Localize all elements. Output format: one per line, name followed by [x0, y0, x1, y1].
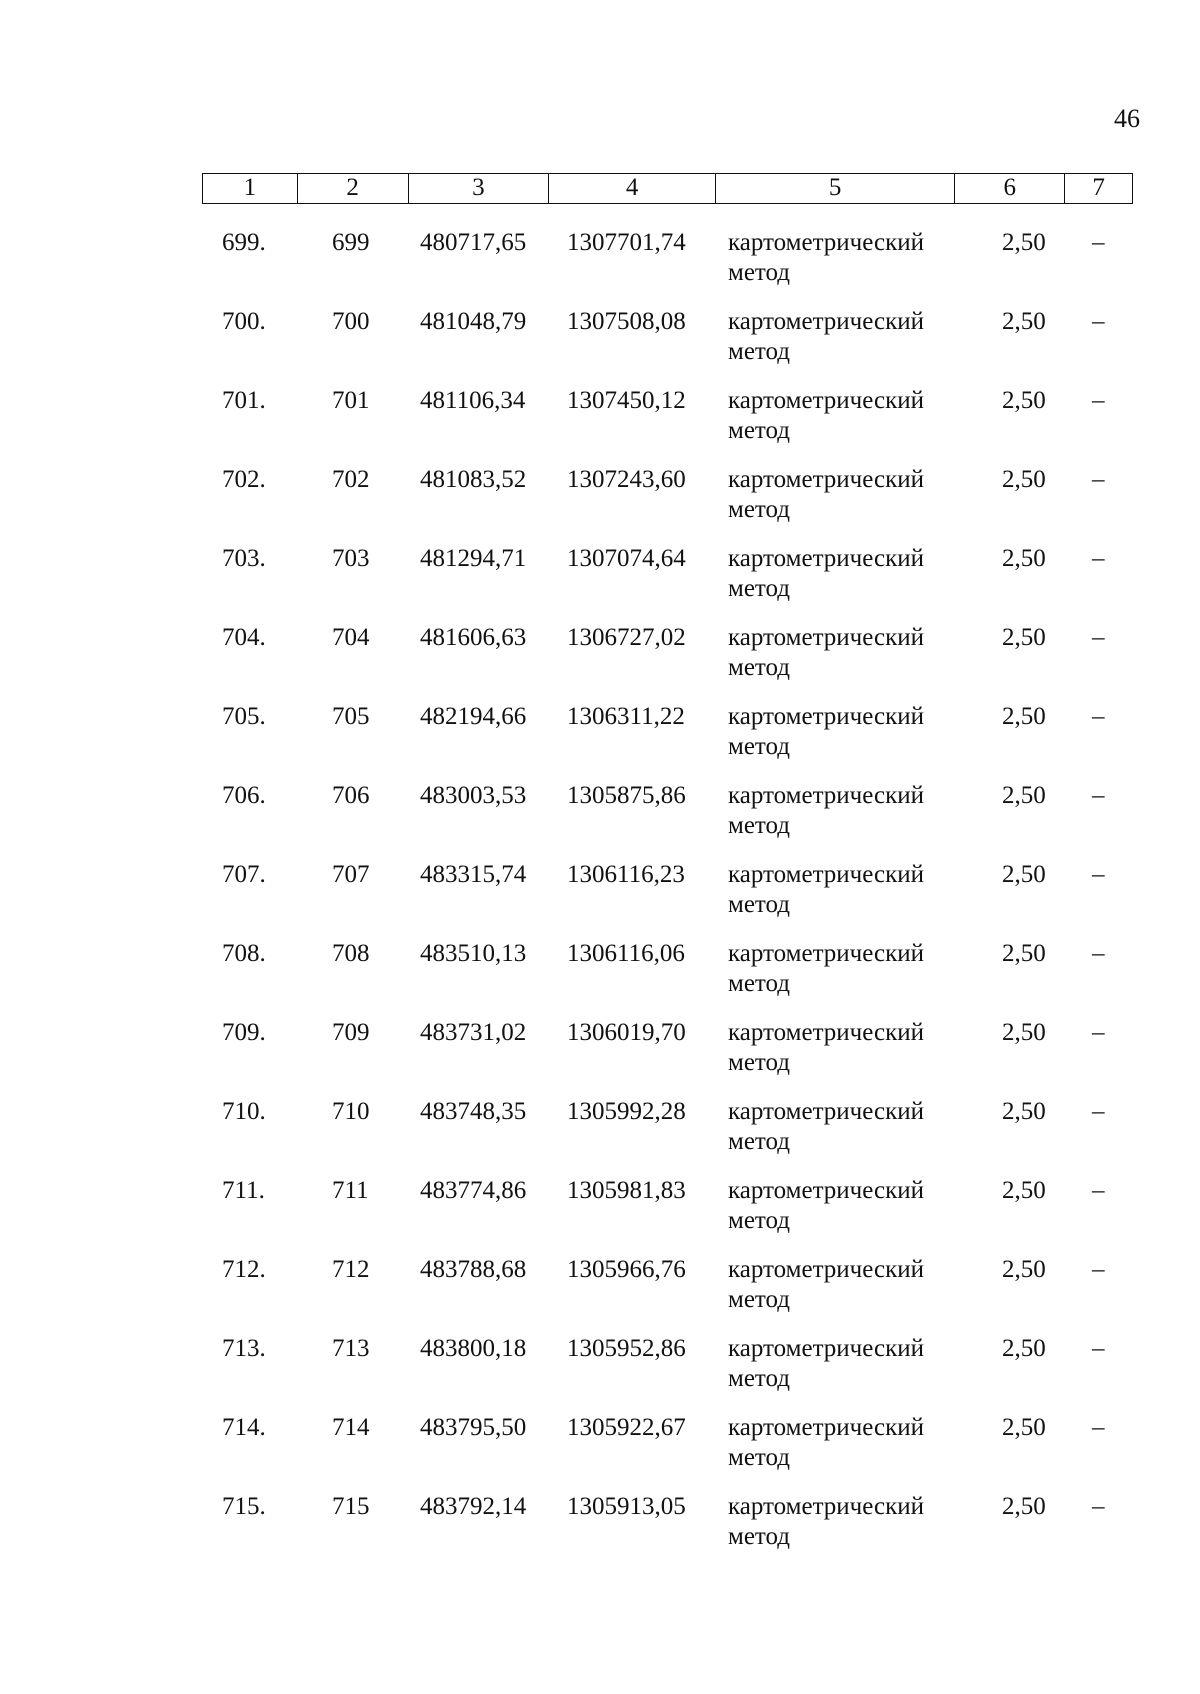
row-number: 704. — [222, 624, 266, 651]
method-line-1: картометрический — [728, 782, 924, 809]
method-line-1: картометрический — [728, 1019, 924, 1046]
method-line-2: метод — [728, 1128, 791, 1155]
row-number: 703. — [222, 545, 266, 572]
row-number: 700. — [222, 308, 266, 335]
column-header-1: 1 — [203, 174, 298, 203]
method-line-2: метод — [728, 733, 791, 760]
table-row — [0, 1018, 1200, 1097]
accuracy: 2,50 — [1002, 308, 1046, 335]
coordinate-x: 481294,71 — [420, 545, 527, 572]
note: – — [1092, 1177, 1105, 1204]
coordinate-x: 481083,52 — [420, 466, 527, 493]
row-number: 712. — [222, 1256, 266, 1283]
table-row — [0, 860, 1200, 939]
method — [728, 1492, 924, 1552]
table-row — [0, 1334, 1200, 1413]
page-number: 46 — [1114, 104, 1140, 133]
coordinate-y: 1305981,83 — [567, 1177, 686, 1204]
point-id: 702 — [332, 466, 370, 493]
method-line-2: метод — [728, 1207, 791, 1234]
method — [728, 1334, 924, 1394]
coordinate-x: 481106,34 — [420, 387, 526, 414]
method — [728, 544, 924, 604]
column-header-4: 4 — [549, 174, 716, 203]
table-row — [0, 1097, 1200, 1176]
method — [728, 623, 924, 683]
row-number: 708. — [222, 940, 266, 967]
accuracy: 2,50 — [1002, 940, 1046, 967]
coordinate-y: 1306019,70 — [567, 1019, 686, 1046]
coordinate-x: 481048,79 — [420, 308, 527, 335]
method-line-2: метод — [728, 1049, 791, 1076]
accuracy: 2,50 — [1002, 703, 1046, 730]
point-id: 708 — [332, 940, 370, 967]
method-line-2: метод — [728, 259, 791, 286]
coordinate-x: 481606,63 — [420, 624, 527, 651]
note: – — [1092, 1256, 1105, 1283]
row-number: 707. — [222, 861, 266, 888]
accuracy: 2,50 — [1002, 782, 1046, 809]
table-body — [0, 228, 1200, 1571]
coordinate-y: 1305875,86 — [567, 782, 686, 809]
method-line-2: метод — [728, 1523, 791, 1550]
accuracy: 2,50 — [1002, 1493, 1046, 1520]
point-id: 713 — [332, 1335, 370, 1362]
point-id: 711 — [332, 1177, 369, 1204]
accuracy: 2,50 — [1002, 466, 1046, 493]
method-line-2: метод — [728, 891, 791, 918]
coordinate-y: 1305992,28 — [567, 1098, 686, 1125]
method-line-2: метод — [728, 417, 791, 444]
method — [728, 860, 924, 920]
point-id: 704 — [332, 624, 370, 651]
column-header-3: 3 — [409, 174, 550, 203]
method-line-1: картометрический — [728, 545, 924, 572]
method — [728, 465, 924, 525]
column-header-5: 5 — [716, 174, 955, 203]
note: – — [1092, 466, 1105, 493]
method — [728, 1413, 924, 1473]
coordinate-x: 483795,50 — [420, 1414, 527, 1441]
method-line-1: картометрический — [728, 703, 924, 730]
table-row — [0, 702, 1200, 781]
point-id: 701 — [332, 387, 370, 414]
coordinate-x: 483315,74 — [420, 861, 527, 888]
coordinate-x: 483731,02 — [420, 1019, 527, 1046]
method-line-1: картометрический — [728, 229, 924, 256]
row-number: 711. — [222, 1177, 265, 1204]
coordinate-y: 1305952,86 — [567, 1335, 686, 1362]
row-number: 709. — [222, 1019, 266, 1046]
point-id: 712 — [332, 1256, 370, 1283]
accuracy: 2,50 — [1002, 229, 1046, 256]
method — [728, 1018, 924, 1078]
table-row — [0, 228, 1200, 307]
point-id: 706 — [332, 782, 370, 809]
coordinate-y: 1306311,22 — [567, 703, 685, 730]
note: – — [1092, 861, 1105, 888]
method — [728, 1255, 924, 1315]
coordinate-x: 483774,86 — [420, 1177, 527, 1204]
table-row — [0, 1413, 1200, 1492]
coordinate-y: 1307450,12 — [567, 387, 686, 414]
coordinate-x: 483792,14 — [420, 1493, 527, 1520]
point-id: 714 — [332, 1414, 370, 1441]
method-line-2: метод — [728, 338, 791, 365]
method — [728, 702, 924, 762]
point-id: 707 — [332, 861, 370, 888]
accuracy: 2,50 — [1002, 1335, 1046, 1362]
coordinate-y: 1306727,02 — [567, 624, 686, 651]
table-row — [0, 1255, 1200, 1334]
coordinate-y: 1307074,64 — [567, 545, 686, 572]
point-id: 710 — [332, 1098, 370, 1125]
table-row — [0, 544, 1200, 623]
coordinate-y: 1307243,60 — [567, 466, 686, 493]
coordinate-x: 480717,65 — [420, 229, 527, 256]
point-id: 699 — [332, 229, 370, 256]
note: – — [1092, 1493, 1105, 1520]
method-line-1: картометрический — [728, 940, 924, 967]
method-line-2: метод — [728, 812, 791, 839]
accuracy: 2,50 — [1002, 387, 1046, 414]
coordinate-y: 1305922,67 — [567, 1414, 686, 1441]
method-line-1: картометрический — [728, 861, 924, 888]
table-row — [0, 1176, 1200, 1255]
table-row — [0, 939, 1200, 1018]
table-row — [0, 307, 1200, 386]
table-row — [0, 465, 1200, 544]
coordinate-y: 1307508,08 — [567, 308, 686, 335]
table-row — [0, 386, 1200, 465]
accuracy: 2,50 — [1002, 1177, 1046, 1204]
note: – — [1092, 1019, 1105, 1046]
coordinate-x: 483800,18 — [420, 1335, 527, 1362]
point-id: 709 — [332, 1019, 370, 1046]
accuracy: 2,50 — [1002, 545, 1046, 572]
row-number: 706. — [222, 782, 266, 809]
coordinate-x: 483510,13 — [420, 940, 527, 967]
coordinate-x: 483748,35 — [420, 1098, 527, 1125]
column-header-6: 6 — [955, 174, 1065, 203]
note: – — [1092, 308, 1105, 335]
coordinate-x: 483788,68 — [420, 1256, 527, 1283]
method-line-1: картометрический — [728, 1256, 924, 1283]
accuracy: 2,50 — [1002, 624, 1046, 651]
table-row — [0, 781, 1200, 860]
note: – — [1092, 703, 1105, 730]
method-line-1: картометрический — [728, 624, 924, 651]
note: – — [1092, 940, 1105, 967]
coordinate-y: 1306116,06 — [567, 940, 685, 967]
row-number: 714. — [222, 1414, 266, 1441]
row-number: 699. — [222, 229, 266, 256]
method-line-2: метод — [728, 1286, 791, 1313]
method-line-2: метод — [728, 654, 791, 681]
coordinate-x: 483003,53 — [420, 782, 527, 809]
table-row — [0, 623, 1200, 702]
method-line-1: картометрический — [728, 1098, 924, 1125]
accuracy: 2,50 — [1002, 1256, 1046, 1283]
method-line-1: картометрический — [728, 1493, 924, 1520]
note: – — [1092, 782, 1105, 809]
coordinate-y: 1305966,76 — [567, 1256, 686, 1283]
column-header-2: 2 — [298, 174, 409, 203]
note: – — [1092, 545, 1105, 572]
accuracy: 2,50 — [1002, 861, 1046, 888]
method — [728, 386, 924, 446]
table-row — [0, 1492, 1200, 1571]
note: – — [1092, 1098, 1105, 1125]
table-header — [202, 173, 1133, 204]
column-header-7: 7 — [1092, 174, 1105, 201]
row-number: 710. — [222, 1098, 266, 1125]
note: – — [1092, 1335, 1105, 1362]
method-line-2: метод — [728, 575, 791, 602]
method — [728, 1176, 924, 1236]
method-line-2: метод — [728, 1444, 791, 1471]
method-line-1: картометрический — [728, 308, 924, 335]
method-line-2: метод — [728, 1365, 791, 1392]
point-id: 703 — [332, 545, 370, 572]
row-number: 702. — [222, 466, 266, 493]
method — [728, 1097, 924, 1157]
accuracy: 2,50 — [1002, 1414, 1046, 1441]
method-line-2: метод — [728, 496, 791, 523]
row-number: 713. — [222, 1335, 266, 1362]
method-line-1: картометрический — [728, 387, 924, 414]
point-id: 700 — [332, 308, 370, 335]
method — [728, 781, 924, 841]
accuracy: 2,50 — [1002, 1019, 1046, 1046]
coordinate-y: 1306116,23 — [567, 861, 685, 888]
row-number: 701. — [222, 387, 266, 414]
coordinate-y: 1305913,05 — [567, 1493, 686, 1520]
method-line-1: картометрический — [728, 1177, 924, 1204]
accuracy: 2,50 — [1002, 1098, 1046, 1125]
row-number: 705. — [222, 703, 266, 730]
note: – — [1092, 1414, 1105, 1441]
note: – — [1092, 624, 1105, 651]
method-line-2: метод — [728, 970, 791, 997]
coordinate-x: 482194,66 — [420, 703, 527, 730]
method-line-1: картометрический — [728, 466, 924, 493]
coordinate-y: 1307701,74 — [567, 229, 686, 256]
note: – — [1092, 387, 1105, 414]
row-number: 715. — [222, 1493, 266, 1520]
method-line-1: картометрический — [728, 1414, 924, 1441]
point-id: 715 — [332, 1493, 370, 1520]
point-id: 705 — [332, 703, 370, 730]
method — [728, 307, 924, 367]
method — [728, 228, 924, 288]
note: – — [1092, 229, 1105, 256]
method-line-1: картометрический — [728, 1335, 924, 1362]
method — [728, 939, 924, 999]
